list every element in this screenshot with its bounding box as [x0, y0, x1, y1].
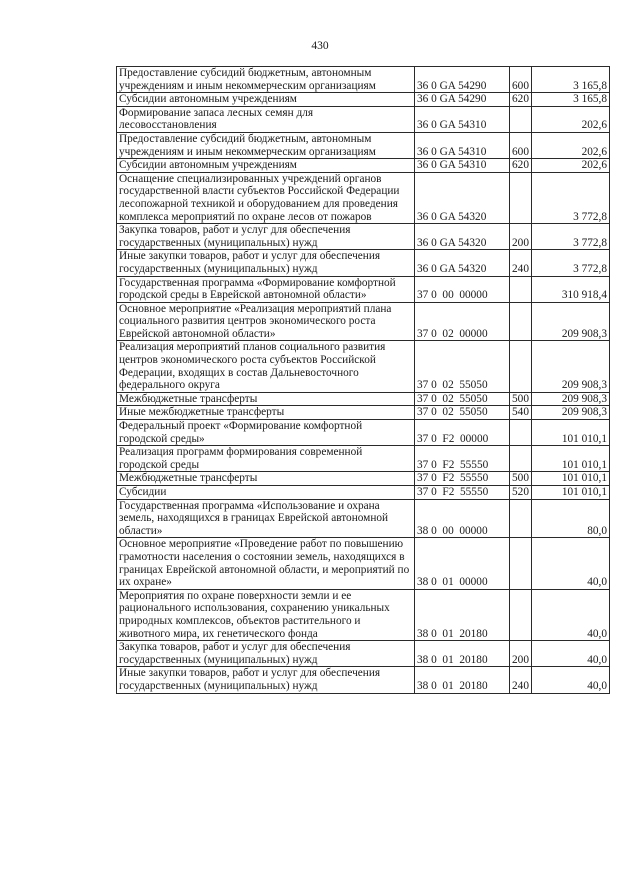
table-row — [117, 392, 610, 406]
item-name-cell: Субсидии автономным учреждениям — [117, 159, 415, 173]
amount-cell: 3 165,8 — [532, 67, 610, 93]
target-article-code-cell: 36 0 GA 54290 — [415, 67, 510, 93]
expense-type-cell: 200 — [510, 224, 532, 250]
amount-cell: 80,0 — [532, 499, 610, 538]
expense-type-cell — [510, 589, 532, 640]
item-name-cell: Иные закупки товаров, работ и услуг для обеспечения государственных (муниципальных) нужд — [117, 667, 415, 693]
amount-cell: 101 010,1 — [532, 420, 610, 446]
item-name-cell: Основное мероприятие «Проведение работ по повышению грамотности населения о состоянии земель, находящихся в границах Еврейской автономной области, и мероприятий по их охране» — [117, 538, 415, 589]
table-row — [117, 486, 610, 500]
target-article-code-cell: 37 0 02 55050 — [415, 341, 510, 392]
target-article-code-cell: 37 0 00 00000 — [415, 276, 510, 302]
item-name-cell: Субсидии — [117, 486, 415, 500]
target-article-code-cell: 38 0 01 20180 — [415, 667, 510, 693]
expense-type-cell: 500 — [510, 472, 532, 486]
target-article-code-cell: 36 0 GA 54310 — [415, 159, 510, 173]
table-row — [117, 224, 610, 250]
target-article-code-cell: 36 0 GA 54310 — [415, 106, 510, 132]
table-row — [117, 106, 610, 132]
amount-cell: 3 772,8 — [532, 172, 610, 223]
item-name-cell: Реализация программ формирования современной городской среды — [117, 446, 415, 472]
table-row — [117, 132, 610, 158]
item-name-cell: Иные межбюджетные трансферты — [117, 406, 415, 420]
expense-type-cell: 620 — [510, 159, 532, 173]
item-name-cell: Федеральный проект «Формирование комфортной городской среды» — [117, 420, 415, 446]
amount-cell: 202,6 — [532, 132, 610, 158]
item-name-cell: Оснащение специализированных учреждений органов государственной власти субъектов Российской Федерации лесопожарной техникой и оборудованием для проведения комплекса мероприятий по охране лесов от пожаров — [117, 172, 415, 223]
table-row — [117, 172, 610, 223]
amount-cell: 40,0 — [532, 589, 610, 640]
item-name-cell: Мероприятия по охране поверхности земли и ее рационального использования, сохранению уникальных природных комплексов, объектов растительного и животного мира, их генетического фонда — [117, 589, 415, 640]
amount-cell: 209 908,3 — [532, 392, 610, 406]
target-article-code-cell: 37 0 02 55050 — [415, 392, 510, 406]
amount-cell: 40,0 — [532, 641, 610, 667]
expense-type-cell: 500 — [510, 392, 532, 406]
expense-type-cell: 240 — [510, 667, 532, 693]
target-article-code-cell: 37 0 F2 55550 — [415, 486, 510, 500]
expense-type-cell — [510, 276, 532, 302]
target-article-code-cell: 38 0 00 00000 — [415, 499, 510, 538]
expense-type-cell — [510, 341, 532, 392]
item-name-cell: Закупка товаров, работ и услуг для обеспечения государственных (муниципальных) нужд — [117, 641, 415, 667]
table-row — [117, 641, 610, 667]
amount-cell: 40,0 — [532, 538, 610, 589]
amount-cell: 209 908,3 — [532, 341, 610, 392]
amount-cell: 40,0 — [532, 667, 610, 693]
table-row — [117, 420, 610, 446]
amount-cell: 101 010,1 — [532, 486, 610, 500]
target-article-code-cell: 37 0 02 55050 — [415, 406, 510, 420]
target-article-code-cell: 36 0 GA 54320 — [415, 224, 510, 250]
amount-cell: 310 918,4 — [532, 276, 610, 302]
target-article-code-cell: 36 0 GA 54320 — [415, 250, 510, 276]
table-row — [117, 667, 610, 693]
expense-type-cell — [510, 538, 532, 589]
table-row — [117, 589, 610, 640]
item-name-cell: Предоставление субсидий бюджетным, автономным учреждениям и иным некоммерческим организациям — [117, 67, 415, 93]
table-row — [117, 446, 610, 472]
amount-cell: 3 772,8 — [532, 224, 610, 250]
expense-type-cell — [510, 302, 532, 341]
amount-cell: 3 165,8 — [532, 93, 610, 107]
table-row — [117, 250, 610, 276]
expense-type-cell: 200 — [510, 641, 532, 667]
target-article-code-cell: 38 0 01 00000 — [415, 538, 510, 589]
expense-type-cell — [510, 106, 532, 132]
table-row — [117, 499, 610, 538]
target-article-code-cell: 38 0 01 20180 — [415, 589, 510, 640]
target-article-code-cell: 37 0 F2 55550 — [415, 472, 510, 486]
expense-type-cell: 520 — [510, 486, 532, 500]
amount-cell: 209 908,3 — [532, 302, 610, 341]
item-name-cell: Основное мероприятие «Реализация мероприятий плана социального развития центров экономического роста Еврейской автономной области» — [117, 302, 415, 341]
item-name-cell: Субсидии автономным учреждениям — [117, 93, 415, 107]
amount-cell: 3 772,8 — [532, 250, 610, 276]
table-row — [117, 406, 610, 420]
target-article-code-cell: 37 0 F2 00000 — [415, 420, 510, 446]
expense-type-cell: 240 — [510, 250, 532, 276]
expense-type-cell — [510, 420, 532, 446]
budget-table — [116, 66, 610, 694]
item-name-cell: Иные закупки товаров, работ и услуг для обеспечения государственных (муниципальных) нужд — [117, 250, 415, 276]
expense-type-cell — [510, 172, 532, 223]
expense-type-cell — [510, 499, 532, 538]
expense-type-cell: 600 — [510, 132, 532, 158]
item-name-cell: Межбюджетные трансферты — [117, 472, 415, 486]
target-article-code-cell: 38 0 01 20180 — [415, 641, 510, 667]
amount-cell: 101 010,1 — [532, 446, 610, 472]
amount-cell: 202,6 — [532, 159, 610, 173]
target-article-code-cell: 36 0 GA 54320 — [415, 172, 510, 223]
table-row — [117, 159, 610, 173]
amount-cell: 101 010,1 — [532, 472, 610, 486]
amount-cell: 209 908,3 — [532, 406, 610, 420]
item-name-cell: Предоставление субсидий бюджетным, автономным учреждениям и иным некоммерческим организациям — [117, 132, 415, 158]
table-row — [117, 276, 610, 302]
item-name-cell: Закупка товаров, работ и услуг для обеспечения государственных (муниципальных) нужд — [117, 224, 415, 250]
target-article-code-cell: 36 0 GA 54290 — [415, 93, 510, 107]
target-article-code-cell: 37 0 F2 55550 — [415, 446, 510, 472]
page-number: 430 — [311, 40, 329, 52]
budget-table-body — [117, 67, 610, 694]
item-name-cell: Межбюджетные трансферты — [117, 392, 415, 406]
item-name-cell: Государственная программа «Использование и охрана земель, находящихся в границах Еврейской автономной области» — [117, 499, 415, 538]
item-name-cell: Формирование запаса лесных семян для лесовосстановления — [117, 106, 415, 132]
expense-type-cell: 620 — [510, 93, 532, 107]
amount-cell: 202,6 — [532, 106, 610, 132]
table-row — [117, 341, 610, 392]
item-name-cell: Реализация мероприятий планов социального развития центров экономического роста субъектов Российской Федерации, входящих в состав Дальневосточного федерального округа — [117, 341, 415, 392]
expense-type-cell: 600 — [510, 67, 532, 93]
expense-type-cell — [510, 446, 532, 472]
table-row — [117, 93, 610, 107]
table-row — [117, 538, 610, 589]
target-article-code-cell: 37 0 02 00000 — [415, 302, 510, 341]
item-name-cell: Государственная программа «Формирование комфортной городской среды в Еврейской автономной области» — [117, 276, 415, 302]
table-row — [117, 472, 610, 486]
target-article-code-cell: 36 0 GA 54310 — [415, 132, 510, 158]
expense-type-cell: 540 — [510, 406, 532, 420]
table-row — [117, 302, 610, 341]
table-row — [117, 67, 610, 93]
